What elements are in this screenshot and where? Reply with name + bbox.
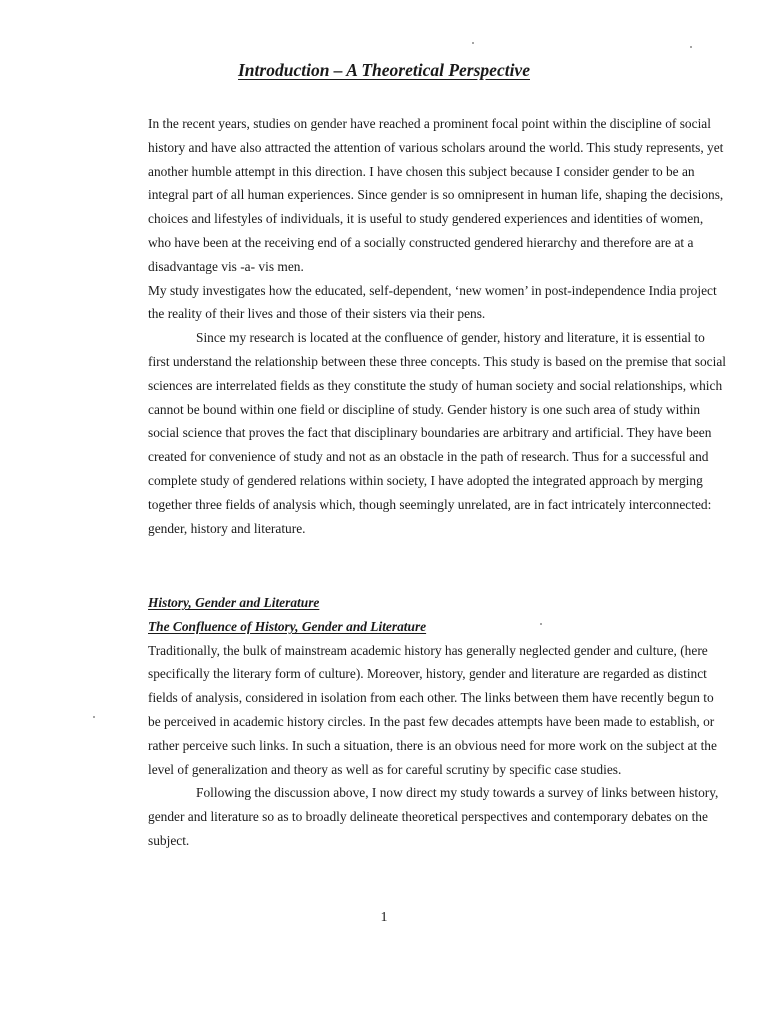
intro-section [148,112,728,540]
scan-speck [540,623,542,625]
section-paragraph-2: Following the discussion above, I now direct my study towards a survey of links between history, gender and literature so as to broadly delineate theoretical perspectives and contemporary debates on the subject. [148,785,719,848]
page-number: 1 [380,910,388,925]
intro-paragraph-1: In the recent years, studies on gender have reached a prominent focal point within the discipline of social history and have also attracted the attention of various scholars around the world. This study represents, yet another humble attempt in this direction. I have chosen this subject because I consider gender to be an integral part of all human experiences. Since gender is so omnipresent in human life, shaping the decisions, choices and lifestyles of individuals, it is useful to study gendered experiences and identities of women, who have been at the receiving end of a socially constructed gendered hierarchy and therefore are at a disadvantage vis -a- vis men. [148,116,724,274]
page-title: Introduction – A Theoretical Perspective [238,60,530,80]
section-paragraph-1: Traditionally, the bulk of mainstream academic history has generally neglected gender and culture, (here specifically the literary form of culture). Moreover, history, gender and literature are regarded as distinct fields of analysis, considered in isolation from each other. The links between them have recently begun to be perceived in academic history circles. In the past few decades attempts have been made to establish, or rather perceive such links. In such a situation, there is an obvious need for more work on the subject at the level of generalization and theory as well as for careful scrutiny by specific case studies. [148,642,717,777]
scan-speck [93,716,95,718]
scan-speck [690,46,692,48]
section-subheading: The Confluence of History, Gender and Literature [148,618,427,634]
history-gender-literature-section [148,591,728,853]
section-heading: History, Gender and Literature [148,595,320,610]
intro-paragraph-3: Since my research is located at the confluence of gender, history and literature, it is essential to first understand the relationship between these three concepts. This study is based on the premise that social sciences are interrelated fields as they constitute the study of human society and social relationships, which cannot be bound within one field or discipline of study. Gender history is one such area of study within social science that proves the fact that disciplinary boundaries are arbitrary and artificial. They have been created for convenience of study and not as an obstacle in the path of research. Thus for a successful and complete study of gendered relations within society, I have adopted the integrated approach by merging together three fields of analysis which, though seemingly unrelated, are in fact intricately interconnected: gender, history and literature. [148,330,727,536]
intro-paragraph-2: My study investigates how the educated, self-dependent, ‘new women’ in post-independence India project the reality of their lives and those of their sisters via their pens. [148,282,717,322]
scan-speck [472,42,474,44]
